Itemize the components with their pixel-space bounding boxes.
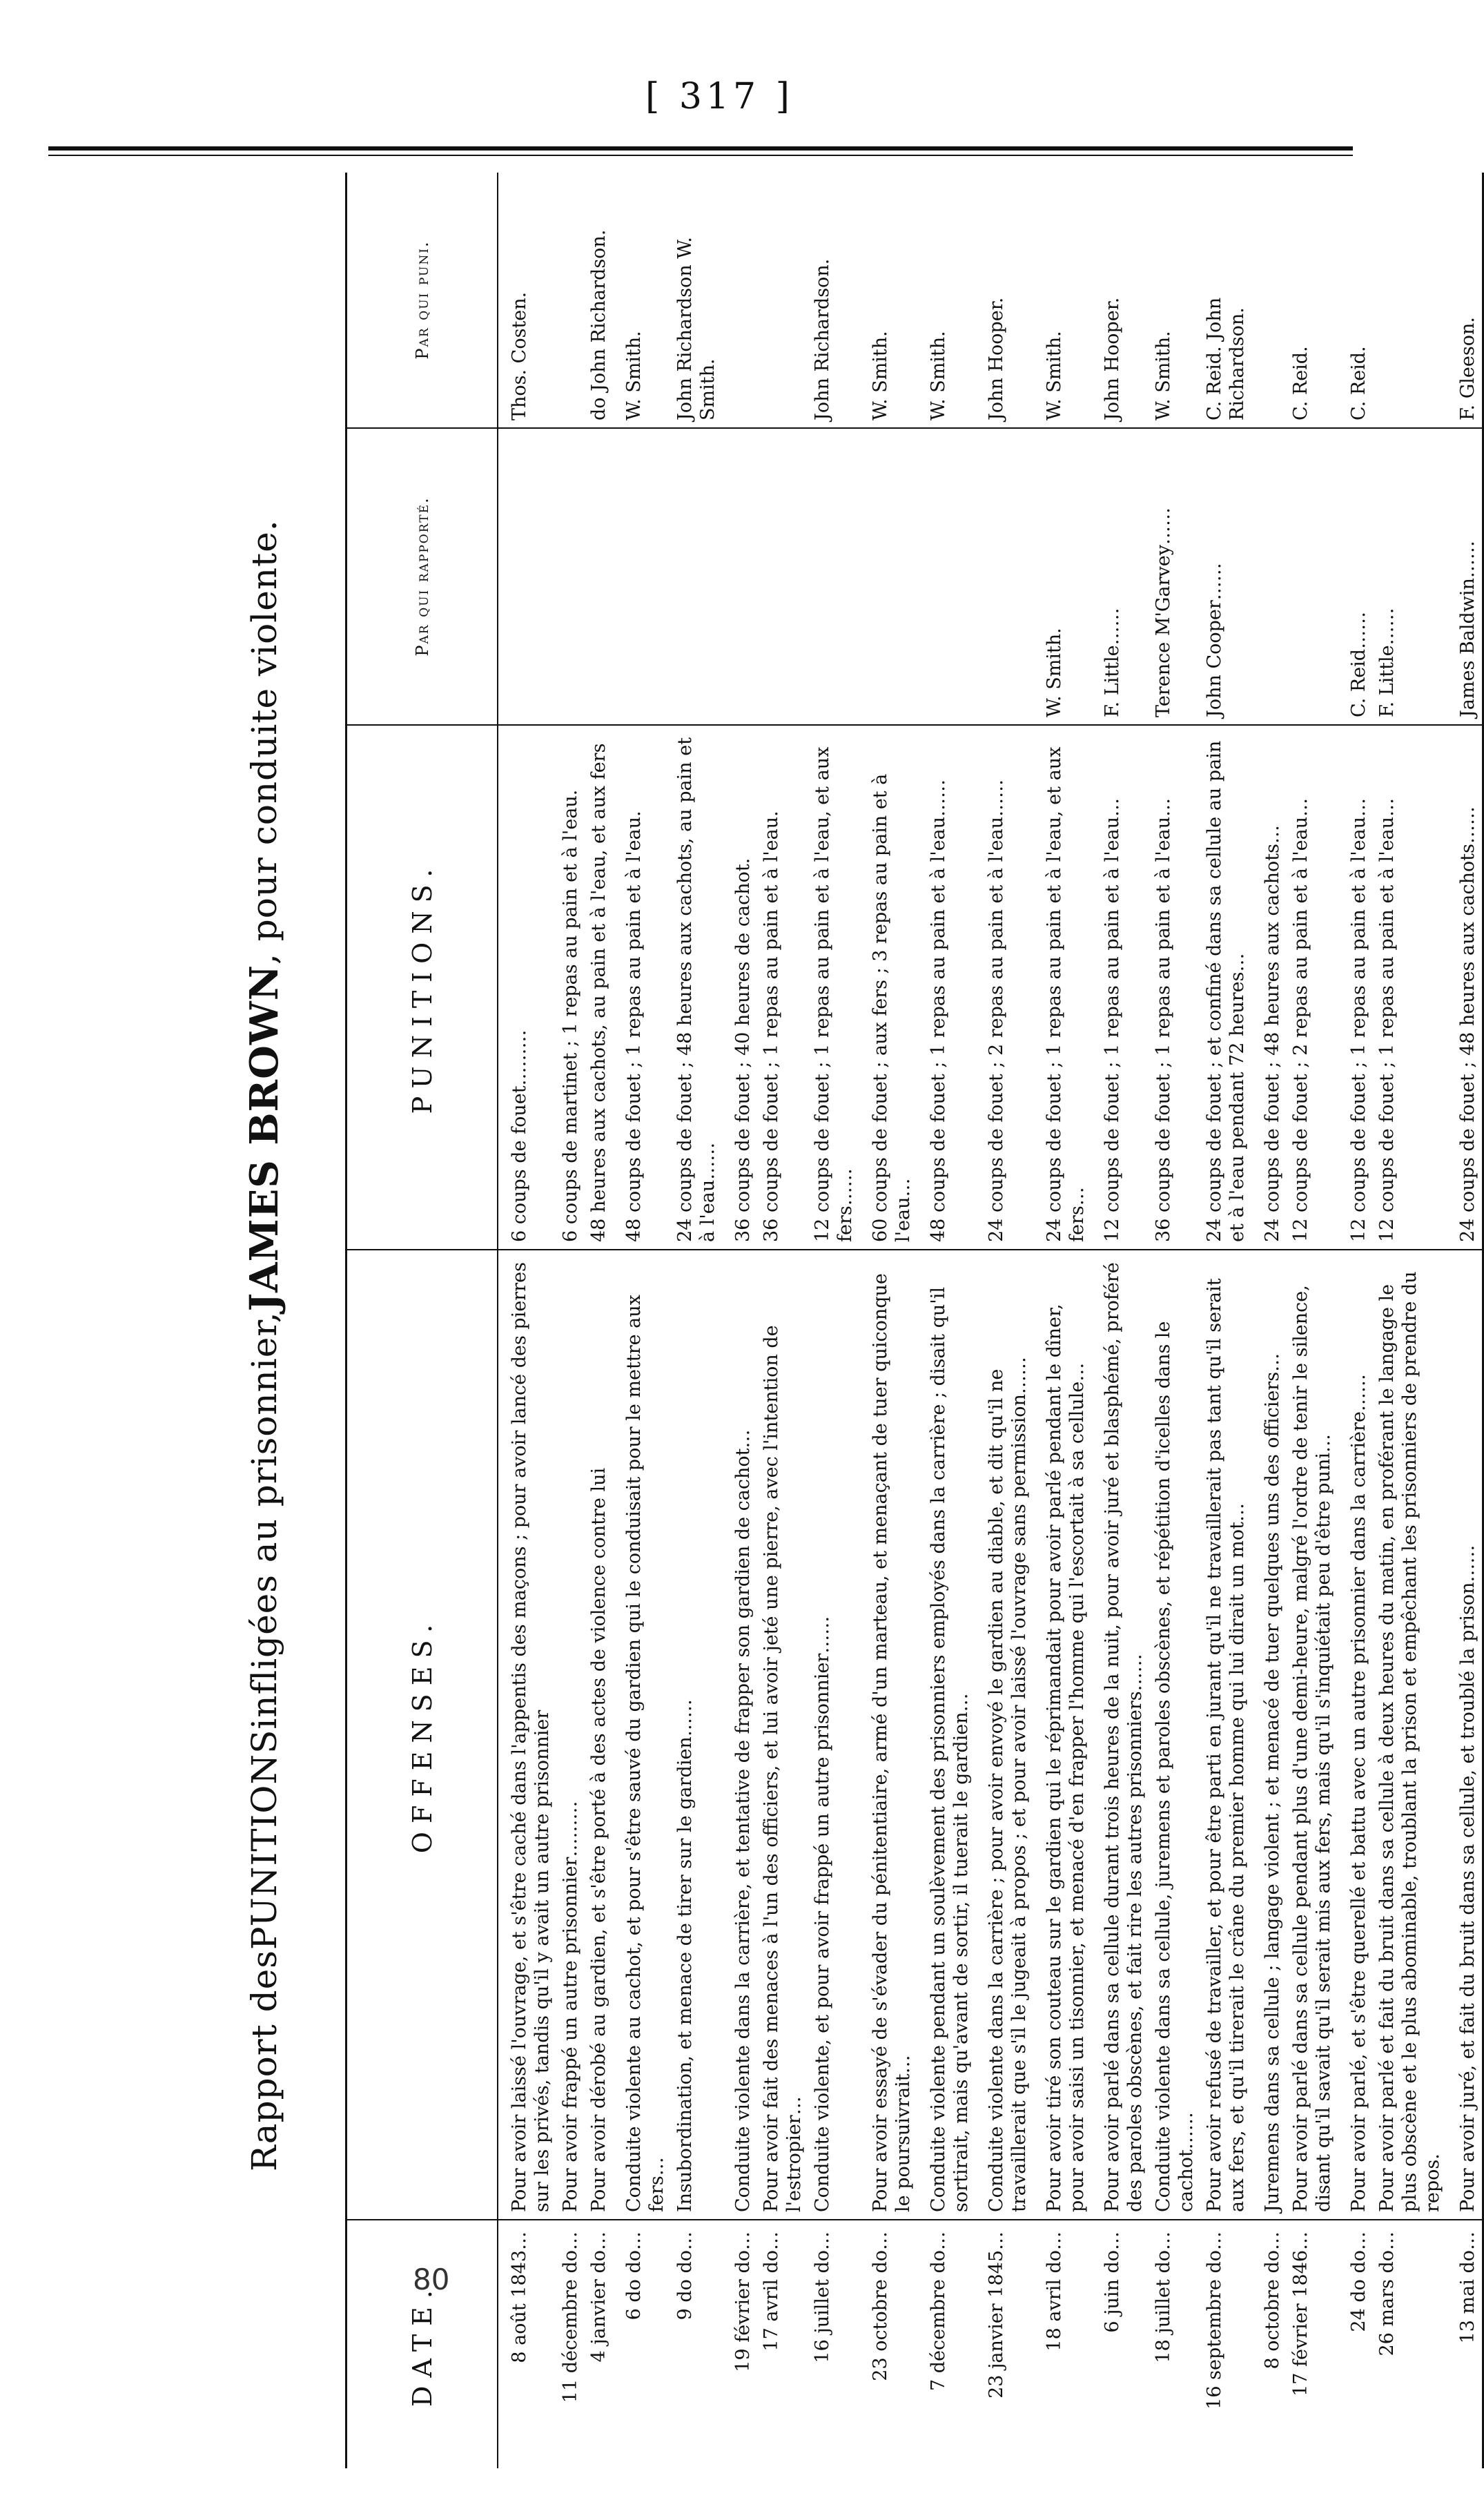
row-punition: 12 coups de fouet ; 1 repas au pain et à l'eau… — [1091, 725, 1149, 1250]
row-rapporte — [556, 428, 585, 725]
header-punitions: PUNITIONS. — [346, 725, 498, 1250]
row-offense: Pour avoir tiré son couteau sur le gardien qui le réprimandait pour avoir parlé pendant le dîner, pour avoir saisi un tisonnier, et menacé d'en frapper l'homme qui l'escortait à sa cellule… — [1033, 1250, 1091, 2220]
row-puni: John Hooper. — [1091, 173, 1149, 428]
table-row — [585, 173, 613, 2468]
row-offense: Conduite violente au cachot, et pour s'être sauvé du gardien qui le conduisait pour le mettre aux fers… — [613, 1250, 671, 2220]
row-puni — [1251, 173, 1287, 428]
row-punition: 6 coups de martinet ; 1 repas au pain et à l'eau. — [556, 725, 585, 1250]
row-punition: 60 coups de fouet ; aux fers ; 3 repas au pain et à l'eau… — [859, 725, 917, 1250]
row-rapporte: W. Smith. — [1033, 428, 1091, 725]
row-puni — [722, 173, 757, 428]
title-part-3: infligées au prisonnier, — [244, 1311, 284, 1730]
row-rapporte — [498, 428, 556, 725]
row-puni: W. Smith. — [1033, 173, 1091, 428]
table-row — [671, 173, 722, 2468]
row-offense: Insubordination, et menace de tirer sur le gardien…… — [671, 1250, 722, 2220]
row-puni: W. Smith. — [917, 173, 975, 428]
table-row — [556, 173, 585, 2468]
report-title — [183, 173, 345, 2468]
row-punition: 24 coups de fouet ; 48 heures aux cachots… — [1251, 725, 1287, 1250]
row-date: 6 do do… — [623, 2231, 645, 2321]
punishment-table — [345, 173, 1484, 2468]
row-date: 16 septembre do… — [1204, 2231, 1225, 2410]
row-punition: 24 coups de fouet ; 2 repas au pain et à l'eau…… — [975, 725, 1033, 1250]
row-date: 16 juillet do… — [812, 2231, 833, 2363]
table-row — [1373, 173, 1447, 2468]
row-punition: 36 coups de fouet ; 40 heures de cachot. — [722, 725, 757, 1250]
row-punition: 48 coups de fouet ; 1 repas au pain et à l'eau…… — [917, 725, 975, 1250]
margin-ink-note: 80 — [413, 2263, 450, 2296]
row-puni: Thos. Costen. — [498, 173, 556, 428]
row-rapporte — [1287, 428, 1338, 725]
row-date: 19 février do… — [732, 2231, 754, 2372]
row-punition: 24 coups de fouet ; 48 heures aux cachots…… — [1447, 725, 1483, 1250]
row-offense: Pour avoir parlé, et s'être querellé et battu avec un autre prisonnier dans la carrière…… — [1338, 1250, 1373, 2220]
row-rapporte — [859, 428, 917, 725]
row-offense: Pour avoir frappé un autre prisonnier……… — [556, 1250, 585, 2220]
row-punition: 12 coups de fouet ; 1 repas au pain et à l'eau… — [1373, 725, 1447, 1250]
table-row — [1033, 173, 1091, 2468]
table-row — [1338, 173, 1373, 2468]
table-body — [498, 173, 1483, 2468]
row-date: 6 juin do… — [1102, 2231, 1123, 2333]
row-offense: Conduite violente dans la carrière, et tentative de frapper son gardien de cachot… — [722, 1250, 757, 2220]
row-punition: 24 coups de fouet ; et confiné dans sa cellule au pain et à l'eau pendant 72 heures… — [1200, 725, 1251, 1250]
table-row — [1287, 173, 1338, 2468]
top-rule-thin — [48, 155, 1353, 156]
row-puni: John Richardson. — [808, 173, 859, 428]
row-punition: 12 coups de fouet ; 1 repas au pain et à l'eau… — [1338, 725, 1373, 1250]
title-part-5: , pour conduite violente. — [244, 519, 284, 965]
row-date: 26 mars do… — [1376, 2231, 1398, 2356]
row-date: 8 octobre do… — [1262, 2231, 1283, 2370]
table-row — [1091, 173, 1149, 2468]
table-row — [498, 173, 556, 2468]
row-rapporte: Terence M'Garvey…… — [1149, 428, 1200, 725]
row-rapporte: C. Reid…… — [1338, 428, 1373, 725]
row-puni: F. Gleeson. — [1447, 173, 1483, 428]
row-offense: Pour avoir fait des menaces à l'un des officiers, et lui avoir jeté une pierre, avec l'intention de l'estropier… — [757, 1250, 808, 2220]
row-date: 13 mai do… — [1457, 2231, 1478, 2344]
row-offense: Pour avoir juré, et fait du bruit dans sa cellule, et troublé la prison…… — [1447, 1250, 1483, 2220]
table-row — [859, 173, 917, 2468]
row-offense: Juremens dans sa cellule ; langage violent ; et menacé de tuer quelques uns des officiers… — [1251, 1250, 1287, 2220]
row-punition: 36 coups de fouet ; 1 repas au pain et à l'eau. — [757, 725, 808, 1250]
row-punition: 6 coups de fouet……… — [498, 725, 556, 1250]
table-row — [1251, 173, 1287, 2468]
rotated-content — [183, 173, 1478, 2468]
row-rapporte: James Baldwin…… — [1447, 428, 1483, 725]
row-puni: John Richardson W. Smith. — [671, 173, 722, 428]
row-punition: 12 coups de fouet ; 1 repas au pain et à l'eau, et aux fers…… — [808, 725, 859, 1250]
row-rapporte — [917, 428, 975, 725]
table-row — [1447, 173, 1483, 2468]
row-date: 17 février 1846… — [1290, 2231, 1311, 2396]
row-puni: C. Reid. — [1287, 173, 1338, 428]
title-part-2: PUNITIONS — [244, 1729, 284, 1950]
table-row — [613, 173, 671, 2468]
row-offense: Pour avoir dérobé au gardien, et s'être porté à des actes de violence contre lui — [585, 1250, 613, 2220]
row-puni: John Hooper. — [975, 173, 1033, 428]
title-prisoner-name: JAMES BROWN — [241, 965, 287, 1312]
row-rapporte — [975, 428, 1033, 725]
row-rapporte: F. Little…… — [1091, 428, 1149, 725]
table-row — [808, 173, 859, 2468]
row-date: 4 janvier do… — [588, 2231, 609, 2363]
table-row — [722, 173, 757, 2468]
row-puni — [1373, 173, 1447, 428]
row-punition: 48 heures aux cachots, au pain et à l'eau, et aux fers — [585, 725, 613, 1250]
row-punition: 24 coups de fouet ; 1 repas au pain et à l'eau, et aux fers… — [1033, 725, 1091, 1250]
row-offense: Pour avoir parlé et fait du bruit dans sa cellule à deux heures du matin, en proférant le langage le plus obscène et le plus abominable, troublant la prison et empêchant les prisonniers de prendre du repos. — [1373, 1250, 1447, 2220]
row-puni: do John Richardson. — [585, 173, 613, 428]
row-offense: Pour avoir parlé dans sa cellule durant trois heures de la nuit, pour avoir juré et blasphémé, proféré des paroles obscènes, et fait rire les autres prisonniers…… — [1091, 1250, 1149, 2220]
row-puni: C. Reid. — [1338, 173, 1373, 428]
row-rapporte — [585, 428, 613, 725]
row-puni: W. Smith. — [859, 173, 917, 428]
row-offense: Conduite violente dans sa cellule, juremens et paroles obscènes, et répétition d'icelles dans le cachot…… — [1149, 1250, 1200, 2220]
row-rapporte — [671, 428, 722, 725]
row-date: 17 avril do… — [761, 2231, 782, 2352]
title-part-1: Rapport des — [244, 1950, 284, 2171]
row-date: 8 août 1843… — [509, 2231, 530, 2363]
top-rule-thick — [48, 146, 1353, 151]
row-date: 24 do do… — [1348, 2231, 1369, 2332]
row-offense: Conduite violente, et pour avoir frappé un autre prisonnier…… — [808, 1250, 859, 2220]
row-rapporte — [613, 428, 671, 725]
table-row — [917, 173, 975, 2468]
row-punition: 24 coups de fouet ; 48 heures aux cachots, au pain et à l'eau…… — [671, 725, 722, 1250]
row-punition: 12 coups de fouet ; 2 repas au pain et à l'eau… — [1287, 725, 1338, 1250]
header-rapporte: Par qui rapporté. — [346, 428, 498, 725]
row-offense: Conduite violente pendant un soulèvement des prisonniers employés dans la carrière ; disait qu'il sortirait, mais qu'avant de sortir, il tuerait le gardien… — [917, 1250, 975, 2220]
row-date: 23 octobre do… — [870, 2231, 891, 2381]
header-offenses: OFFENSES. — [346, 1250, 498, 2220]
row-date: 9 do do… — [674, 2231, 696, 2321]
row-rapporte — [757, 428, 808, 725]
row-date: 18 avril do… — [1044, 2231, 1065, 2352]
table-row — [757, 173, 808, 2468]
row-offense: Conduite violente dans la carrière ; pour avoir envoyé le gardien au diable, et dit qu'il ne travaillerait que s'il le jugeait à propos ; et pour avoir laissé l'ouvrage sans permission…… — [975, 1250, 1033, 2220]
rotated-table-area — [183, 173, 1478, 2468]
row-rapporte: F. Little…… — [1373, 428, 1447, 725]
page-number: [ 317 ] — [645, 76, 794, 117]
row-punition: 48 coups de fouet ; 1 repas au pain et à l'eau. — [613, 725, 671, 1250]
row-offense: Pour avoir parlé dans sa cellule pendant plus d'une demi-heure, malgré l'ordre de tenir le silence, disant qu'il savait qu'il serait mis aux fers, mais qu'il s'inquiétait peu d'être puni… — [1287, 1250, 1338, 2220]
row-date: 11 décembre do… — [560, 2231, 581, 2403]
row-offense: Pour avoir laissé l'ouvrage, et s'être caché dans l'appentis des maçons ; pour avoir lancé des pierres sur les privés, tandis qu'il y avait un autre prisonnier — [498, 1250, 556, 2220]
table-row — [1200, 173, 1251, 2468]
row-rapporte: John Cooper…… — [1200, 428, 1251, 725]
row-puni: W. Smith. — [613, 173, 671, 428]
row-punition: 36 coups de fouet ; 1 repas au pain et à l'eau… — [1149, 725, 1200, 1250]
row-puni: W. Smith. — [1149, 173, 1200, 428]
row-offense: Pour avoir essayé de s'évader du pénitentiaire, armé d'un marteau, et menaçant de tuer quiconque le poursuivrait… — [859, 1250, 917, 2220]
table-row — [975, 173, 1033, 2468]
row-date: 7 décembre do… — [928, 2231, 949, 2392]
header-puni: Par qui puni. — [346, 173, 498, 428]
row-date: 18 juillet do… — [1153, 2231, 1174, 2363]
header-row — [346, 173, 498, 2468]
row-date: 23 janvier 1845… — [986, 2231, 1007, 2399]
table-row — [1149, 173, 1200, 2468]
row-rapporte — [1251, 428, 1287, 725]
row-rapporte — [808, 428, 859, 725]
row-rapporte — [722, 428, 757, 725]
row-puni — [556, 173, 585, 428]
header-date: DATE. — [346, 2220, 498, 2468]
row-puni — [757, 173, 808, 428]
row-offense: Pour avoir refusé de travailler, et pour être parti en jurant qu'il ne travaillerait pas tant qu'il serait aux fers, et qu'il tirerait le crâne du premier homme qui lui dirait un mot… — [1200, 1250, 1251, 2220]
row-puni: C. Reid. John Richardson. — [1200, 173, 1251, 428]
